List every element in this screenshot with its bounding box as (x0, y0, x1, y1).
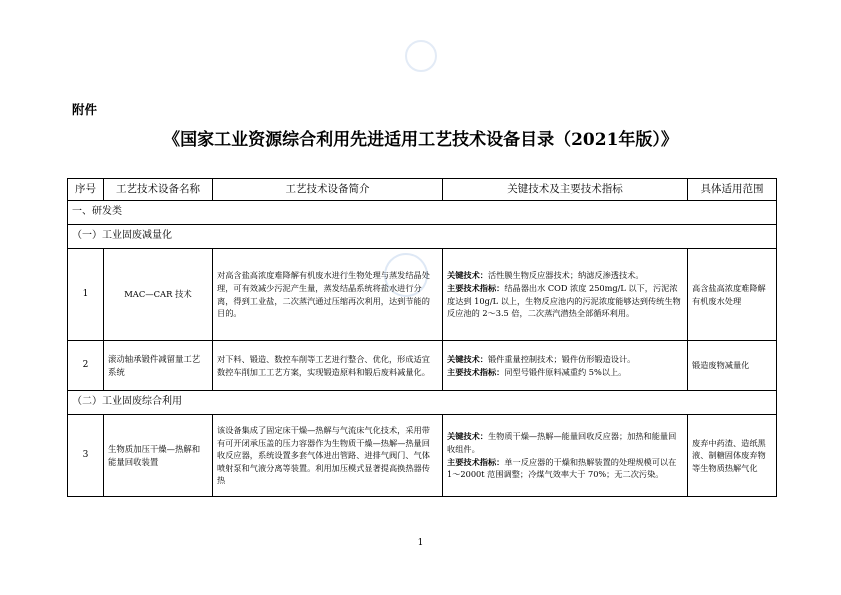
key-tech-text: 活性膜生物反应器技术；纳滤反渗透技术。 (487, 270, 644, 281)
metric-text: 同型号锻件原料减重约 5%以上。 (504, 366, 627, 377)
header-name: 工艺技术设备名称 (104, 179, 213, 201)
row-seq: 2 (68, 341, 104, 391)
watermark-mark (405, 40, 437, 72)
row-name: 滚动轴承锻件减留量工艺系统 (104, 341, 213, 391)
subcategory-row (68, 225, 777, 249)
row-name: 生物质加压干燥—热解和能量回收装置 (104, 415, 213, 497)
metric-text: 单一反应器的干燥和热解装置的处理规模可以在 1～2000t 范围调整；冷煤气效率大于 70%；无二次污染。 (447, 456, 677, 480)
key-tech-label: 关键技术： (447, 431, 488, 442)
row-key-tech (443, 415, 688, 497)
header-desc: 工艺技术设备简介 (213, 179, 443, 201)
row-seq: 1 (68, 249, 104, 341)
metric-label: 主要技术指标： (447, 282, 505, 293)
subcategory-heading: （二）工业固废综合利用 (68, 391, 777, 415)
subcategory-heading: （一）工业固废减量化 (68, 225, 777, 249)
document-title: 《国家工业资源综合利用先进适用工艺技术设备目录（2021年版）》 (163, 130, 678, 150)
row-scope: 废弃中药渣、造纸黑液、制糖固体废弃物等生物质热解气化 (688, 415, 777, 497)
catalog-table (67, 178, 777, 497)
header-seq: 序号 (68, 179, 104, 201)
row-key-tech (443, 249, 688, 341)
row-scope: 高含盐高浓度难降解有机废水处理 (688, 249, 777, 341)
row-desc: 该设备集成了固定床干燥—热解与气流床气化技术，采用带有可开闭承压盖的压力容器作为生物质干燥—热解—热量回收反应器，系统设置多套气体进出管路、进排气阀门、气体喷射泵和气液分离等装置。利用加压模式显著提高换热器传热 (213, 415, 443, 497)
row-desc: 对高含盐高浓度难降解有机废水进行生物处理与蒸发结晶处理，可有效减少污泥产生量，蒸发结晶系统将盐水进行分离，得到工业盐，二次蒸汽通过压缩再次利用，达到节能的目的。 (213, 249, 443, 341)
key-tech-text: 生物质干燥—热解—能量回收反应器；加热和能量回收组件。 (447, 431, 677, 454)
category-heading: 一、研发类 (68, 201, 777, 225)
metric-label: 主要技术指标： (447, 456, 505, 467)
table-row (68, 415, 777, 497)
key-tech-text: 锻件重量控制技术；锻件仿形锻造设计。 (487, 353, 636, 364)
row-key-tech (443, 341, 688, 391)
header-scope: 具体适用范围 (688, 179, 777, 201)
table-header-row (68, 179, 777, 201)
category-row (68, 201, 777, 225)
table-row (68, 341, 777, 391)
metric-text: 结晶器出水 COD 浓度 250mg/L 以下，污泥浓度达到 10g/L 以上，生物反应池内的污泥浓度能够达到传统生物反应池的 2～3.5 倍，二次蒸汽潜热全部循环利用。 (447, 282, 681, 319)
header-key-tech: 关键技术及主要技术指标 (443, 179, 688, 201)
row-desc: 对下料、锻造、数控车削等工艺进行整合、优化，形成适宜数控车削加工工艺方案，实现锻造原料和锻后废料减量化。 (213, 341, 443, 391)
row-scope: 锻造废物减量化 (688, 341, 777, 391)
table-row (68, 249, 777, 341)
page-number: 1 (417, 538, 424, 548)
annex-label: 附件 (72, 102, 98, 117)
row-seq: 3 (68, 415, 104, 497)
key-tech-label: 关键技术： (447, 353, 488, 364)
subcategory-row (68, 391, 777, 415)
key-tech-label: 关键技术： (447, 270, 488, 281)
metric-label: 主要技术指标： (447, 366, 505, 377)
row-name: MAC—CAR 技术 (104, 249, 213, 341)
